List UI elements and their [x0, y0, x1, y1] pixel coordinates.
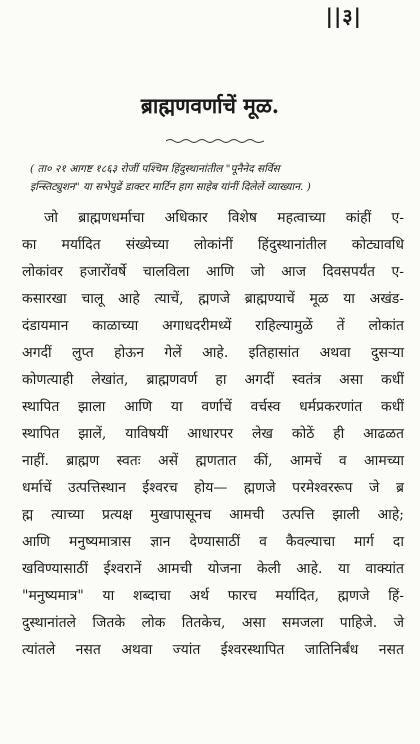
text-line: का मर्यादित संख्येच्या लोकांनीं हिंदुस्थानांतील कोट्यावधि — [22, 237, 404, 253]
text-line: धर्माचें उत्पत्तिस्थान ईश्वरच होय— ह्मणजे परमेश्वररूप जे ब्र — [22, 480, 404, 496]
text-line: आणि मनुष्यमात्रास ज्ञान देण्यासाठीं व कैवल्याचा मार्ग दा — [22, 534, 404, 550]
text-line: स्थापित झाला आणि या वर्णाचें वर्चस्व धर्मप्रकरणांत कधीं — [22, 399, 404, 415]
text-line: लोकांवर हजारोंवर्षे चालविला आणि जो आज दिवसपर्यंत ए- — [22, 264, 404, 280]
text-line: ह्म त्याच्या प्रत्यक्ष मुखापासूनच आमची उत्पत्ति झाली आहे; — [22, 507, 404, 523]
lecture-note — [30, 160, 400, 196]
text-line: जो ब्राह्मणधर्माचा अधिकार विशेष महत्वाच्या कांहीं ए- — [44, 210, 404, 226]
lecture-note-line: ( ता० २१ आगष्ट १८६३ रोजीं पश्चिम हिंदुस्थानांतील "पूनैनेद सर्विस — [30, 163, 280, 175]
page-number: ||३| — [325, 4, 362, 28]
text-line: दुस्थानांतले जितके लोक तितकेच, असा समजला पाहिजे. जे — [22, 615, 404, 631]
lecture-note-line: इन्स्तिट्युशन" या सभेपुढें डाक्टर मार्टिन हाग साहेब यांनीं दिलेलें व्याख्यान. ) — [30, 181, 311, 193]
text-line: त्यांतले नसत अथवा ज्यांत ईश्वरस्थापित जातिनिर्बंध नसत — [22, 642, 404, 658]
text-line: दंडायमान काळाच्या अगाधदरीमध्यें राहिल्यामुळें तें लोकांत — [22, 318, 404, 334]
text-line: खविण्यासाठीं ईश्वरानें आमची योजना केली आहे. या वाक्यांत — [22, 561, 404, 577]
title-ornament-rule — [166, 138, 264, 144]
chapter-title: ब्राह्मणवर्णाचें मूळ. — [140, 93, 280, 118]
text-line: कोणत्याही लेखांत, ब्राह्मणवर्ण हा अगदीं स्वतंत्र असा कधीं — [22, 372, 404, 388]
body-paragraph — [22, 205, 404, 664]
text-line: कसारखा चालू आहे त्याचें, ह्मणजे ब्राह्मण्याचें मूळ या अखंड- — [22, 291, 404, 307]
text-line: नाहीं. ब्राह्मण स्वतः असें ह्मणतात कीं, आमचें व आमच्या — [22, 453, 404, 469]
text-line: स्थापित झालें, याविषयीं आधारपर लेख कोठें ही आढळत — [22, 426, 404, 442]
text-line: "मनुष्यमात्र" या शब्दाचा अर्थ फारच मर्यादित, ह्मणजे हिं- — [22, 588, 404, 604]
text-line: अगदीं लुप्त होऊन गेलें आहे. इतिहासांत अथवा दुसऱ्या — [22, 345, 404, 361]
